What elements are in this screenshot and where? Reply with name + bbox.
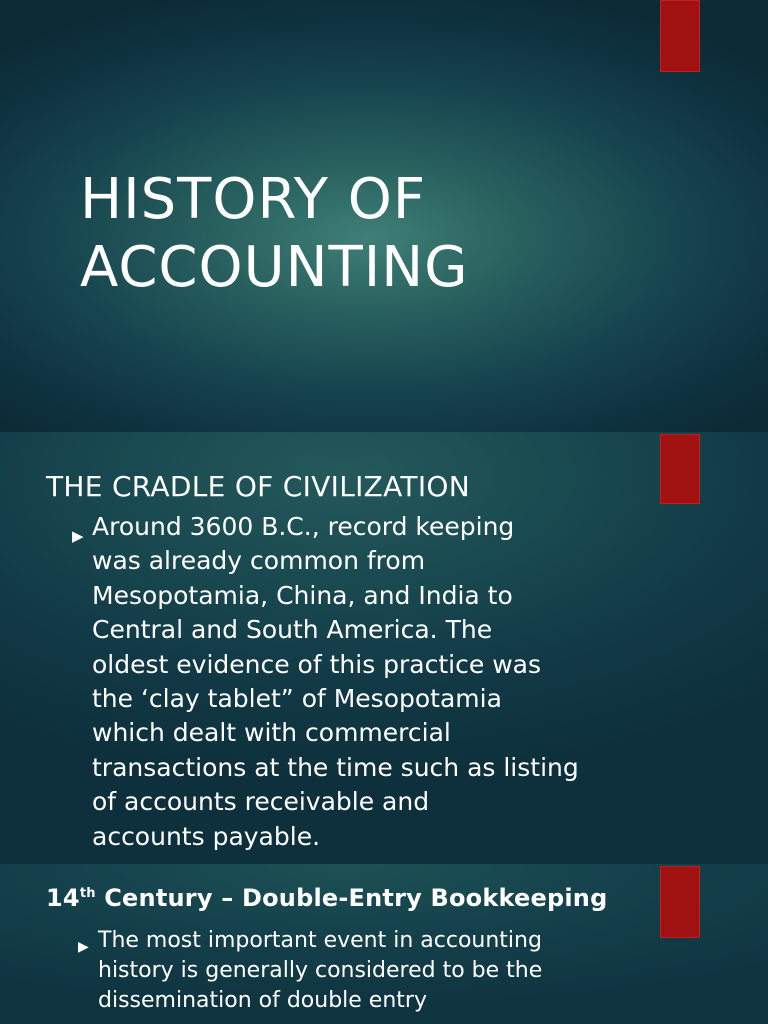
slide-cradle-of-civilization	[0, 432, 768, 864]
bullet-text	[92, 510, 632, 854]
bullet-line: which dealt with commercial	[92, 718, 451, 748]
bullet-line: history is generally considered to be the	[98, 958, 543, 983]
bullet-line: Around 3600 B.C., record keeping	[92, 512, 515, 541]
bullet-line: Mesopotamia, China, and India to	[92, 580, 513, 610]
section-heading: THE CRADLE OF CIVILIZATION	[46, 470, 470, 503]
heading-ordinal-suffix: th	[79, 886, 96, 901]
bullet-line: accounts payable.	[92, 821, 321, 851]
bullet-line: the ‘clay tablet” of Mesopotamia	[92, 684, 502, 714]
accent-bar	[660, 434, 700, 504]
accent-bar	[660, 866, 700, 938]
bullet-line: of accounts receivable and	[92, 787, 430, 817]
bullet-line: The most important event in accounting	[98, 928, 542, 953]
title-line-1: HISTORY OF	[80, 167, 427, 232]
bullet-paragraph	[72, 510, 632, 854]
bullet-line: transactions at the time such as listing	[92, 752, 579, 782]
bullet-triangle-icon: ▶	[78, 939, 89, 955]
bullet-line: was already common from	[92, 546, 426, 576]
bullet-paragraph	[78, 926, 618, 1016]
heading-number: 14	[46, 884, 80, 912]
slide-title	[0, 0, 768, 432]
bullet-line: Central and South America. The	[92, 615, 493, 645]
section-heading	[46, 884, 607, 912]
slide-double-entry-bookkeeping	[0, 864, 768, 1024]
heading-text: Century – Double-Entry Bookkeeping	[95, 884, 608, 912]
title-line-2: ACCOUNTING	[80, 235, 469, 300]
bullet-triangle-icon: ▶	[72, 527, 84, 545]
bullet-line: oldest evidence of this practice was	[92, 649, 541, 679]
bullet-text	[98, 926, 618, 1016]
bullet-line: dissemination of double entry	[98, 988, 427, 1013]
accent-bar	[660, 0, 700, 72]
page-title	[80, 166, 469, 302]
